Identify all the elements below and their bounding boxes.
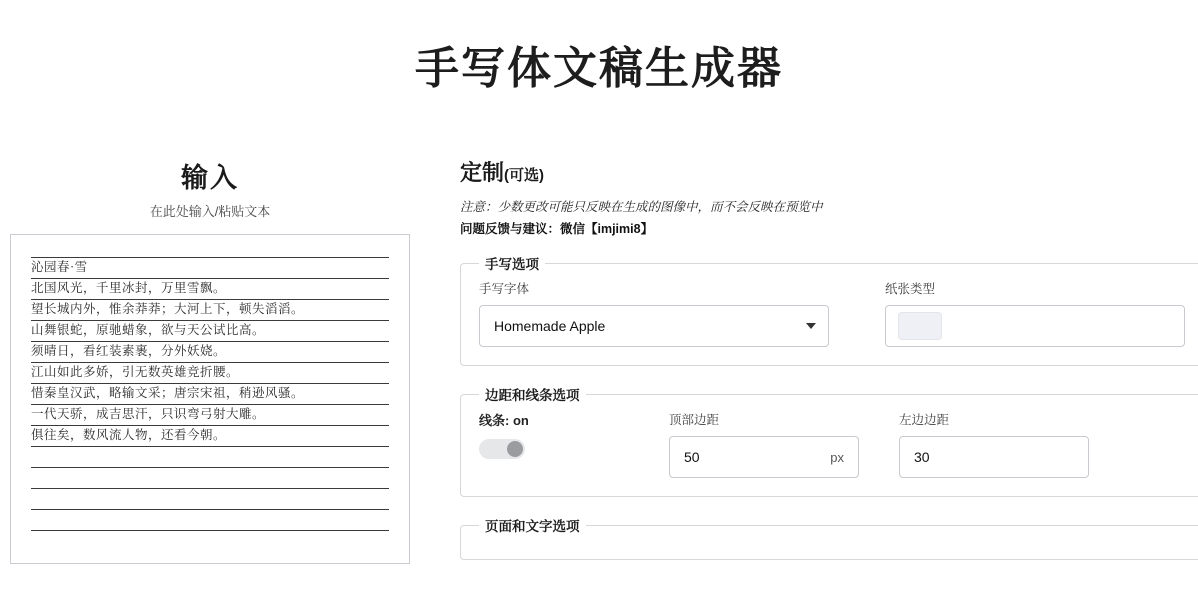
handwriting-font-value: Homemade Apple: [494, 318, 606, 334]
paper-line[interactable]: 俱往矣，数风流人物，还看今朝。: [31, 426, 389, 447]
paper-type-select[interactable]: [885, 305, 1185, 347]
top-margin-label: 顶部边距: [669, 413, 720, 427]
paper-line[interactable]: 江山如此多娇，引无数英雄竞折腰。: [31, 363, 389, 384]
main-columns: [0, 156, 1198, 578]
chevron-down-icon: [806, 323, 816, 329]
paper-lines: [31, 257, 389, 531]
paper-line[interactable]: [31, 489, 389, 510]
paper-line[interactable]: 望长城内外，惟余莽莽；大河上下，顿失滔滔。: [31, 300, 389, 321]
custom-panel: [420, 156, 1198, 578]
handwriting-fields: [479, 279, 1185, 347]
handwriting-options-legend: 手写选项: [485, 257, 539, 272]
lines-toggle-field: [479, 410, 629, 459]
handwriting-options-group: [460, 253, 1198, 366]
paper-line[interactable]: 一代天骄，成吉思汗，只识弯弓射大雕。: [31, 405, 389, 426]
input-panel: [0, 156, 420, 564]
top-margin-field: [669, 410, 859, 478]
top-margin-unit: px: [830, 449, 844, 465]
paper-type-label: 纸张类型: [885, 282, 936, 296]
left-margin-label: 左边边距: [899, 413, 950, 427]
paper-line[interactable]: 北国风光，千里冰封，万里雪飘。: [31, 279, 389, 300]
paper-line[interactable]: [31, 468, 389, 489]
text-input-area[interactable]: [10, 234, 410, 564]
lines-toggle[interactable]: [479, 439, 525, 459]
left-margin-value: 30: [914, 449, 930, 465]
top-margin-input[interactable]: [669, 436, 859, 478]
toggle-knob: [507, 441, 523, 457]
left-margin-field: [899, 410, 1089, 478]
page-text-options-legend: 页面和文字选项: [485, 519, 580, 534]
paper-type-swatch: [898, 312, 942, 340]
margin-options-group: [460, 384, 1198, 497]
input-hint: 在此处输入/粘贴文本: [149, 204, 271, 219]
handwriting-font-field: [479, 279, 829, 347]
paper-line[interactable]: 须晴日，看红装素裹，分外妖娆。: [31, 342, 389, 363]
handwriting-font-label: 手写字体: [479, 282, 530, 296]
custom-heading: [460, 156, 1198, 187]
handwriting-font-select[interactable]: [479, 305, 829, 347]
page-text-options-group: [460, 515, 1198, 560]
paper-line[interactable]: 沁园春·雪: [31, 257, 389, 279]
paper-line[interactable]: [31, 510, 389, 531]
top-margin-value: 50: [684, 449, 700, 465]
contact-note: 问题反馈与建议：微信【imjimi8】: [460, 222, 654, 236]
custom-heading-optional: (可选): [504, 167, 545, 184]
paper-type-field: [885, 279, 1185, 347]
paper-line[interactable]: 山舞银蛇，原驰蜡象，欲与天公试比高。: [31, 321, 389, 342]
input-heading: 输入: [181, 163, 239, 193]
left-margin-input[interactable]: [899, 436, 1089, 478]
margin-fields: [479, 410, 1185, 478]
paper-line[interactable]: 惜秦皇汉武，略输文采；唐宗宋祖，稍逊风骚。: [31, 384, 389, 405]
page-title: 手写体文稿生成器: [415, 44, 783, 93]
lines-toggle-label: 线条: on: [479, 413, 529, 428]
custom-note: 注意：少数更改可能只反映在生成的图像中，而不会反映在预览中: [460, 200, 823, 214]
paper-line[interactable]: [31, 447, 389, 468]
margin-options-legend: 边距和线条选项: [485, 388, 580, 403]
custom-heading-text: 定制: [460, 160, 505, 185]
